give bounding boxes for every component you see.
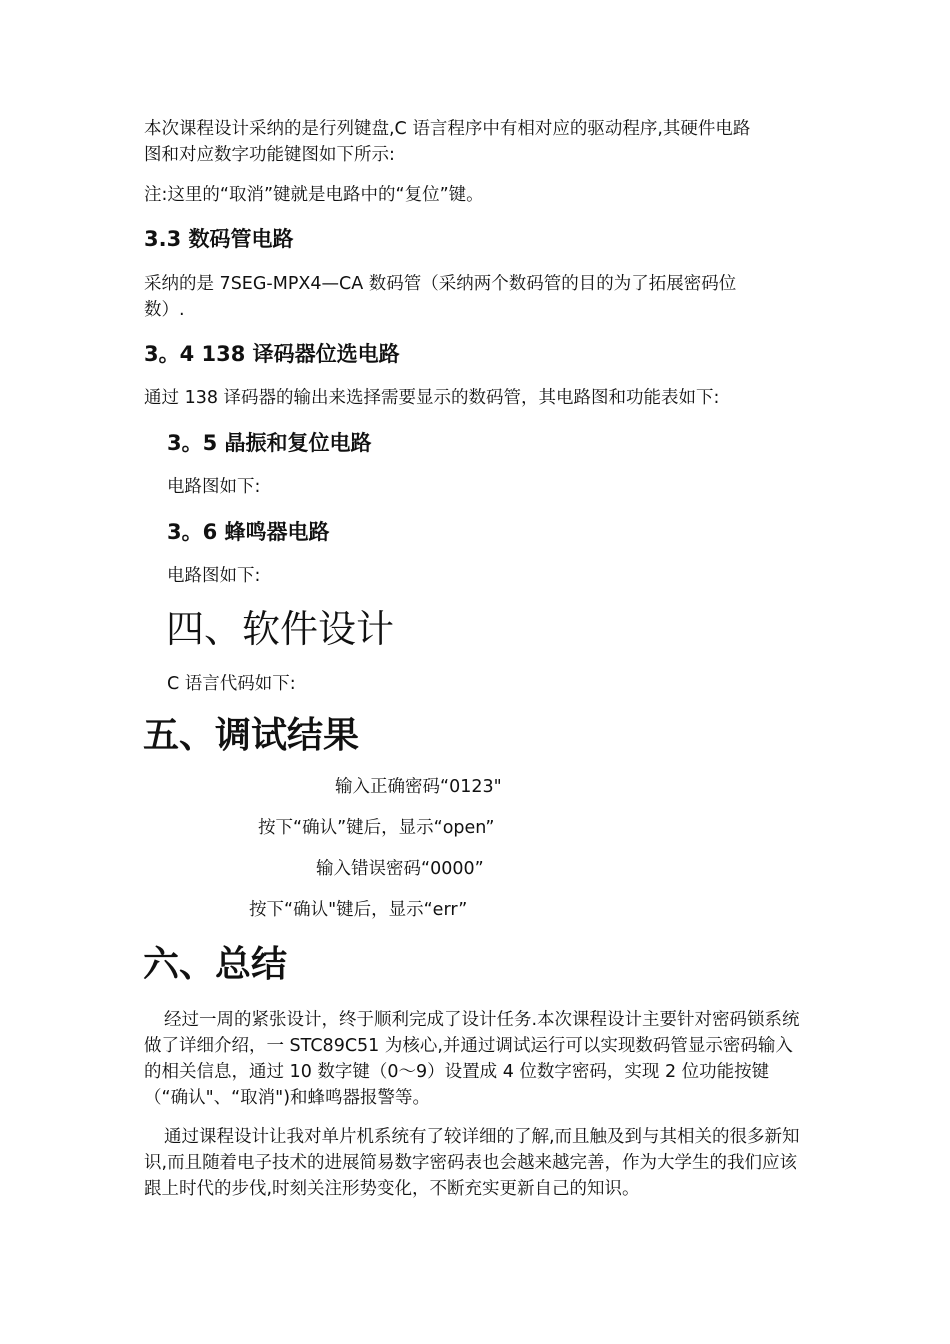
heading-3-4: 3。4 138 译码器位选电路 <box>144 342 400 366</box>
heading-6: 六、总结 <box>143 944 288 985</box>
section-3-4-text: 通过 138 译码器的输出来选择需要显示的数码管，其电路图和功能表如下: <box>144 388 720 408</box>
intro-note: 注:这里的“取消”键就是电路中的“复位”键。 <box>144 185 484 205</box>
heading-3-3: 3.3 数码管电路 <box>144 227 294 251</box>
section-3-5-text: 电路图如下: <box>167 477 261 497</box>
section-4-text: C 语言代码如下: <box>167 674 296 694</box>
heading-5: 五、调试结果 <box>143 715 360 756</box>
section-3-6-text: 电路图如下: <box>167 566 261 586</box>
figure-caption-4: 按下“确认"键后，显示“err” <box>249 900 468 920</box>
figure-caption-2: 按下“确认”键后，显示“open” <box>258 818 495 838</box>
figure-caption-3: 输入错误密码“0000” <box>316 859 484 879</box>
summary-paragraph-1: 经过一周的紧张设计，终于顺利完成了设计任务.本次课程设计主要针对密码锁系统做了详细介绍，一 STC89C51 为核心,并通过调试运行可以实现数码管显示密码输入的相关信息，通过 10 数字键（0～9）设置成 4 位数字密码，实现 2 位功能按键（“确认"、“取消")和蜂鸣器报警等。 <box>144 1010 800 1108</box>
section-3-3-line-1: 采纳的是 7SEG-MPX4—CA 数码管（采纳两个数码管的目的为了拓展密码位 <box>144 274 737 294</box>
section-3-3-line-2: 数）. <box>144 300 185 320</box>
heading-4: 四、软件设计 <box>166 607 395 651</box>
figure-caption-1: 输入正确密码“0123" <box>335 777 502 797</box>
intro-paragraph-line-1: 本次课程设计采纳的是行列键盘,C 语言程序中有相对应的驱动程序,其硬件电路 <box>144 119 751 139</box>
summary-paragraph-2: 通过课程设计让我对单片机系统有了较详细的了解,而且触及到与其相关的很多新知识,而且随着电子技术的进展简易数字密码表也会越来越完善，作为大学生的我们应该跟上时代的步伐,时刻关注形势变化，不断充实更新自己的知识。 <box>144 1127 800 1199</box>
intro-paragraph-line-2: 图和对应数字功能键图如下所示: <box>144 145 395 165</box>
heading-3-5: 3。5 晶振和复位电路 <box>167 431 372 455</box>
heading-3-6: 3。6 蜂鸣器电路 <box>167 520 330 544</box>
